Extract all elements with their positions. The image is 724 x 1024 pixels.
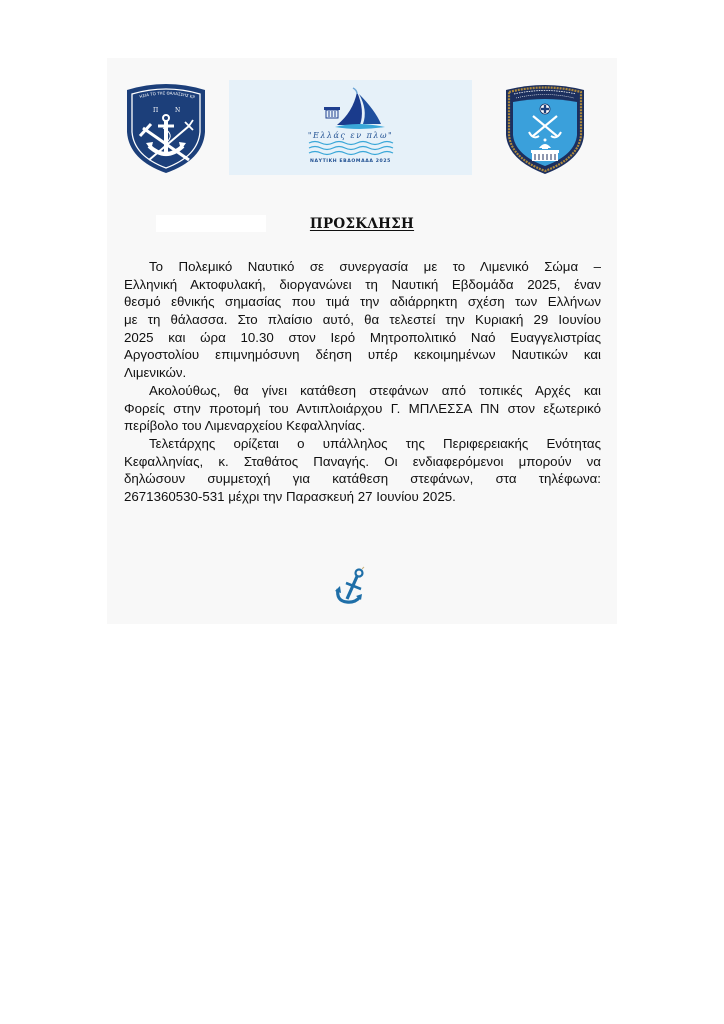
body-line: θεσμό εθνικής σημασίας που τιμά την αδιάρρηκτη σχέση των Ελλήνων bbox=[124, 294, 601, 310]
coast-guard-shield-icon bbox=[503, 80, 587, 175]
body-line: περίβολο του Λιμεναρχείου Κεφαλληνίας. bbox=[124, 418, 366, 434]
body-line: Φορείς στην προτομή του Αντιπλοιάρχου Γ. ΜΠΛΕΣΣΑ ΠΝ στον εξωτερικό bbox=[124, 400, 601, 416]
navy-letter-nu: Ν bbox=[175, 107, 181, 114]
body-line: Τελετάρχης ορίζεται ο υπάλληλος της Περιφερειακής Ενότητας bbox=[149, 435, 601, 451]
body-line: Αργοστολίου επιμνημόσυνη δέηση υπέρ κεκοιμημένων Ναυτικών και bbox=[124, 347, 601, 363]
naval-week-caption: ΝΑΥΤΙΚΗ ΕΒΔΟΜΑΔΑ 2025 bbox=[310, 159, 391, 164]
hellenic-navy-emblem bbox=[123, 80, 209, 175]
body-line: με τη θάλασσα. Στο πλαίσιο αυτό, θα τελεστεί την Κυριακή 29 Ιουνίου bbox=[124, 312, 601, 328]
navy-letter-pi: Π bbox=[153, 107, 159, 114]
body-line: Το Πολεμικό Ναυτικό σε συνεργασία με το Λιμενικό Σώμα – bbox=[149, 259, 601, 274]
document-title: ΠΡΟΣΚΛΗΣΗ bbox=[309, 216, 415, 232]
body-line: 2671360530-531 μέχρι την Παρασκευή 27 Ιουνίου 2025. bbox=[124, 488, 456, 504]
navy-shield-icon bbox=[123, 80, 209, 175]
invitation-body bbox=[124, 258, 601, 506]
body-line: Λιμενικών. bbox=[124, 365, 187, 381]
naval-week-2025-logo bbox=[229, 80, 472, 175]
body-line: Κεφαλληνίας, κ. Σταθάτος Παναγής. Οι ενδιαφερόμενοι μπορούν να bbox=[124, 453, 601, 469]
anchor-icon bbox=[332, 565, 372, 610]
body-line: 2025 και ώρα 10.30 στον Ιερό Μητροπολιτικό Ναό Ευαγγελιστρίας bbox=[124, 329, 601, 345]
body-line: Ακολούθως, θα γίνει κατάθεση στεφάνων από τοπικές Αρχές και bbox=[149, 382, 601, 398]
navy-arc-text: ΗΣΙΑ ΤΟ ΤΗΣ ΘΑΛΑΣΣΗΣ ΚΡ bbox=[138, 90, 196, 100]
body-line: δηλώσουν συμμετοχή για κατάθεση στεφάνων, στα τηλέφωνα: bbox=[124, 471, 601, 487]
hellenic-coast-guard-emblem bbox=[503, 80, 587, 175]
body-line: Ελληνική Ακτοφυλακή, διοργανώνει τη Ναυτική Εβδομάδα 2025, έναν bbox=[124, 276, 601, 292]
naval-week-motto: "Ελλάς εν πλω" bbox=[307, 131, 394, 140]
